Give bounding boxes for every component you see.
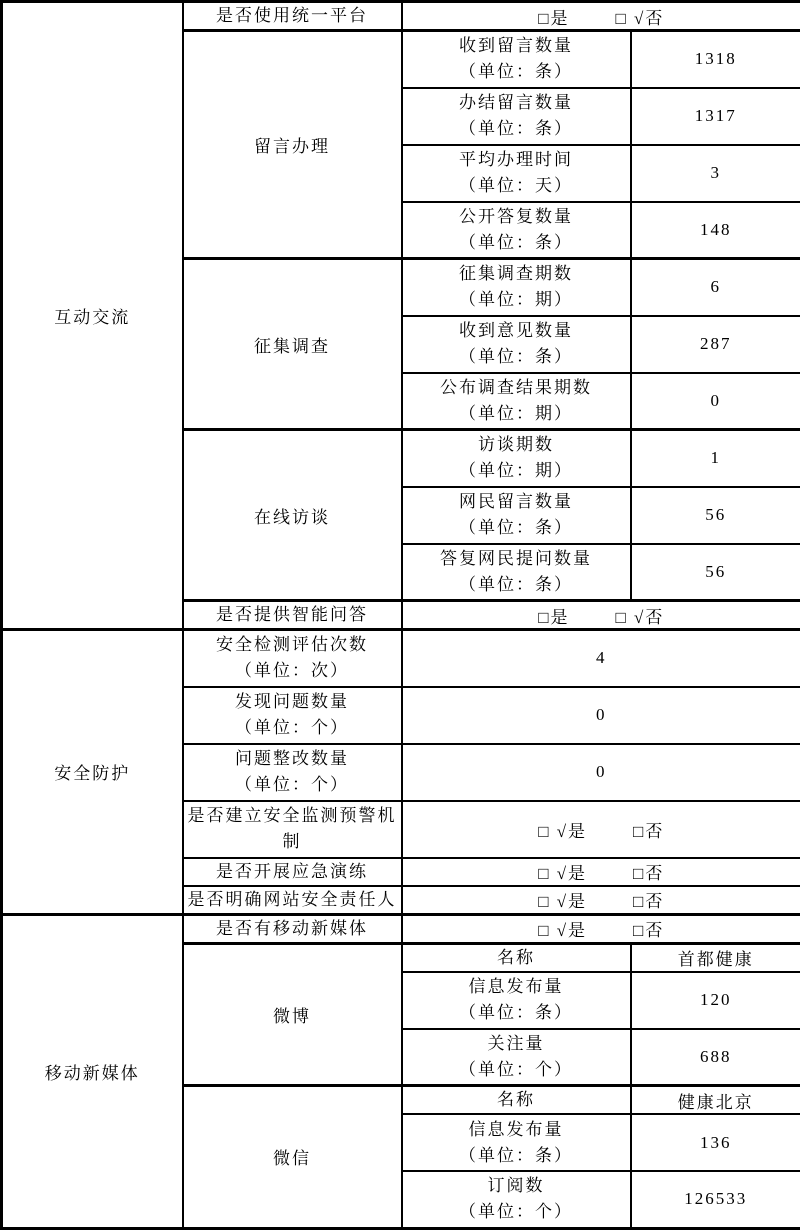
yes-no-choice bbox=[403, 887, 800, 912]
metric-unit: （单位：个） bbox=[184, 715, 401, 741]
metric-unit: （单位：条） bbox=[403, 1000, 630, 1026]
yes-no-choice bbox=[403, 916, 800, 941]
metric-name-cell bbox=[402, 31, 631, 88]
metric-name: 网民留言数量 bbox=[403, 489, 630, 515]
group-label-message-handling: 留言办理 bbox=[183, 31, 402, 259]
metric-name-cell bbox=[183, 687, 402, 744]
metric-name: 是否建立安全监测预警机制 bbox=[183, 801, 402, 858]
metric-name: 问题整改数量 bbox=[184, 746, 401, 772]
section-label-new-media: 移动新媒体 bbox=[2, 914, 183, 1228]
yes-no-choice bbox=[403, 4, 800, 29]
checkbox-no-option: □ √否 bbox=[615, 603, 664, 628]
metric-name-cell bbox=[402, 1171, 631, 1228]
metric-unit: （单位：期） bbox=[403, 458, 630, 484]
metric-unit: （单位：条） bbox=[403, 1143, 630, 1169]
metric-name-cell bbox=[402, 972, 631, 1029]
group-label-survey: 征集调查 bbox=[183, 259, 402, 430]
metric-value: 4 bbox=[402, 630, 800, 687]
checkbox-yes-option: □ √是 bbox=[538, 887, 587, 912]
metric-name: 是否提供智能问答 bbox=[183, 601, 402, 630]
metric-value: 6 bbox=[631, 259, 800, 316]
metric-name: 安全检测评估次数 bbox=[184, 632, 401, 658]
metric-name: 是否使用统一平台 bbox=[183, 2, 402, 31]
checkbox-yes-option: □ √是 bbox=[538, 916, 587, 941]
metric-name-cell bbox=[183, 630, 402, 687]
metric-name: 答复网民提问数量 bbox=[403, 546, 630, 572]
metric-name: 是否明确网站安全责任人 bbox=[183, 886, 402, 915]
metric-unit: （单位：个） bbox=[403, 1199, 630, 1225]
metric-value: 3 bbox=[631, 145, 800, 202]
metric-name: 发现问题数量 bbox=[184, 689, 401, 715]
group-label-wechat: 微信 bbox=[183, 1086, 402, 1229]
metric-value: 126533 bbox=[631, 1171, 800, 1228]
metric-value: 56 bbox=[631, 544, 800, 601]
yes-no-choice bbox=[403, 603, 800, 628]
metric-name-cell bbox=[402, 1114, 631, 1171]
metric-unit: （单位：条） bbox=[403, 515, 630, 541]
yes-no-cell bbox=[402, 601, 800, 630]
section-label-security: 安全防护 bbox=[2, 630, 183, 915]
metric-name: 办结留言数量 bbox=[403, 90, 630, 116]
yes-no-cell bbox=[402, 801, 800, 858]
table-row bbox=[2, 630, 800, 687]
group-label-online-interview: 在线访谈 bbox=[183, 430, 402, 601]
metric-value: 0 bbox=[631, 373, 800, 430]
metric-name-cell bbox=[402, 430, 631, 487]
metric-name-cell bbox=[402, 88, 631, 145]
metric-name: 访谈期数 bbox=[403, 432, 630, 458]
metric-value: 1 bbox=[631, 430, 800, 487]
metric-name: 是否有移动新媒体 bbox=[183, 914, 402, 943]
metric-name-cell bbox=[183, 744, 402, 801]
section-label-interaction: 互动交流 bbox=[2, 2, 183, 630]
metric-value: 148 bbox=[631, 202, 800, 259]
metric-name: 关注量 bbox=[403, 1031, 630, 1057]
metric-name: 名称 bbox=[402, 1086, 631, 1115]
checkbox-yes-option: □是 bbox=[538, 603, 569, 628]
metric-unit: （单位：条） bbox=[403, 344, 630, 370]
row-has-new-media bbox=[2, 914, 800, 943]
metric-name-cell bbox=[402, 373, 631, 430]
metric-value: 1317 bbox=[631, 88, 800, 145]
yes-no-cell bbox=[402, 858, 800, 886]
metric-unit: （单位：期） bbox=[403, 287, 630, 313]
metric-name: 平均办理时间 bbox=[403, 147, 630, 173]
metric-unit: （单位：条） bbox=[403, 116, 630, 142]
checkbox-no-option: □否 bbox=[633, 859, 664, 884]
account-name: 健康北京 bbox=[631, 1086, 800, 1115]
metric-value: 120 bbox=[631, 972, 800, 1029]
metric-name-cell bbox=[402, 202, 631, 259]
checkbox-no-option: □ √否 bbox=[615, 4, 664, 29]
checkbox-no-option: □否 bbox=[633, 887, 664, 912]
metric-unit: （单位：次） bbox=[184, 658, 401, 684]
yes-no-cell bbox=[402, 2, 800, 31]
metric-unit: （单位：期） bbox=[403, 401, 630, 427]
yes-no-choice bbox=[403, 859, 800, 884]
metric-value: 287 bbox=[631, 316, 800, 373]
metric-name-cell bbox=[402, 1029, 631, 1086]
metric-name: 订阅数 bbox=[403, 1173, 630, 1199]
metric-name-cell bbox=[402, 145, 631, 202]
metric-name-cell bbox=[402, 487, 631, 544]
metric-unit: （单位：条） bbox=[403, 59, 630, 85]
metric-name-cell bbox=[402, 259, 631, 316]
metric-value: 0 bbox=[402, 744, 800, 801]
metric-unit: （单位：条） bbox=[403, 230, 630, 256]
checkbox-yes-option: □是 bbox=[538, 4, 569, 29]
account-name: 首都健康 bbox=[631, 943, 800, 972]
metric-name: 征集调查期数 bbox=[403, 261, 630, 287]
metric-value: 688 bbox=[631, 1029, 800, 1086]
metric-name: 收到意见数量 bbox=[403, 318, 630, 344]
metric-value: 136 bbox=[631, 1114, 800, 1171]
metric-value: 0 bbox=[402, 687, 800, 744]
metric-name: 公布调查结果期数 bbox=[403, 375, 630, 401]
yes-no-cell bbox=[402, 914, 800, 943]
checkbox-yes-option: □ √是 bbox=[538, 859, 587, 884]
metric-value: 56 bbox=[631, 487, 800, 544]
metric-unit: （单位：个） bbox=[403, 1057, 630, 1083]
metric-value: 1318 bbox=[631, 31, 800, 88]
yes-no-choice bbox=[403, 817, 800, 842]
group-label-weibo: 微博 bbox=[183, 943, 402, 1086]
metric-name: 信息发布量 bbox=[403, 1117, 630, 1143]
metric-unit: （单位：条） bbox=[403, 572, 630, 598]
metric-name-cell bbox=[402, 544, 631, 601]
metric-unit: （单位：天） bbox=[403, 173, 630, 199]
checkbox-no-option: □否 bbox=[633, 817, 664, 842]
checkbox-yes-option: □ √是 bbox=[538, 817, 587, 842]
yes-no-cell bbox=[402, 886, 800, 915]
metric-unit: （单位：个） bbox=[184, 772, 401, 798]
metric-name: 信息发布量 bbox=[403, 974, 630, 1000]
metric-name: 公开答复数量 bbox=[403, 204, 630, 230]
metric-name: 收到留言数量 bbox=[403, 33, 630, 59]
metric-name: 名称 bbox=[402, 943, 631, 972]
row-unified-platform bbox=[2, 2, 800, 31]
metric-name-cell bbox=[402, 316, 631, 373]
metric-name: 是否开展应急演练 bbox=[183, 858, 402, 886]
checkbox-no-option: □否 bbox=[633, 916, 664, 941]
